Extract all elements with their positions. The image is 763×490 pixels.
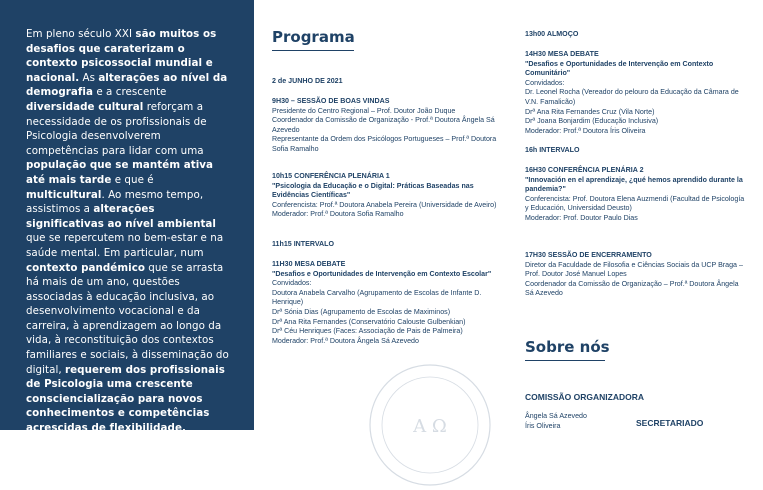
comissao-name: Íris Oliveira: [525, 421, 561, 430]
session-line: Moderador: Prof. Doutor Paulo Dias: [525, 213, 638, 222]
session-line: Convidados:: [272, 279, 312, 288]
intro-segment: que se arrasta há mais de um ano, questões associadas à educação inclusiva, ao desenvolvimento vocacional e da carreira, à aprendizagem ao longo da vida, à reconstituição dos contextos familiares e sociais, à disseminação do digital,: [26, 261, 229, 376]
intro-segment: multicultural: [26, 188, 102, 201]
university-seal-watermark: [365, 360, 495, 490]
session-heading: 17H30 SESSÃO DE ENCERRAMENTO: [525, 251, 652, 259]
session-line: Drª Joana Bonjardim (Educação Inclusiva): [525, 117, 659, 126]
program-session: [525, 146, 747, 156]
intro-segment: alterações ao nível da demografia: [26, 71, 228, 99]
intro-segment: requerem dos profissionais de Psicologia uma crescente consciencialização para novos conhecimentos e competências acrescidas de flexibilidade, resiliência e trabalho colaborativo: [26, 363, 227, 449]
session-heading: 11H30 MESA DEBATE: [272, 260, 346, 268]
program-session: [272, 172, 504, 220]
program-session: [272, 240, 504, 250]
session-line: Coordenador da Comissão de Organização - Prof.ª Doutora Ângela Sá Azevedo: [272, 116, 495, 134]
comissao-names: [525, 412, 587, 431]
session-line: Moderador: Prof.ª Doutora Ângela Sá Azevedo: [272, 336, 419, 345]
intro-segment: são muitos os desafios que caraterizam o contexto psicossocial mundial e nacional.: [26, 28, 217, 84]
session-heading: 13h00 ALMOÇO: [525, 30, 579, 38]
session-line: Doutora Anabela Carvalho (Agrupamento de Escolas de Infante D. Henrique): [272, 288, 482, 307]
session-heading: 9H30 – SESSÃO DE BOAS VINDAS: [272, 97, 390, 105]
session-line: Drª Sónia Dias (Agrupamento de Escolas de Maximinos): [272, 307, 451, 316]
session-heading: 11h15 INTERVALO: [272, 240, 335, 248]
program-date: [272, 77, 502, 87]
session-line: Drª Ana Rita Fernandes Cruz (Vila Norte): [525, 107, 655, 116]
session-line: Moderador: Prof.ª Doutora Sofia Ramalho: [272, 210, 404, 219]
program-session: [525, 50, 747, 136]
comissao-name: Ângela Sá Azevedo: [525, 412, 587, 420]
programa-rule: [272, 50, 354, 51]
session-line: Coordenador da Comissão de Organização – Prof.ª Doutora Ângela Sá Azevedo: [525, 279, 739, 298]
intro-segment: As: [79, 71, 99, 84]
intro-segment: e que é: [111, 173, 154, 186]
svg-text:A Ω: A Ω: [413, 416, 447, 437]
session-line: Representante da Ordem dos Psicólogos Portugueses – Prof.ª Doutora Sofia Ramalho: [272, 135, 497, 153]
program-session: [525, 251, 747, 299]
program-session: [525, 30, 747, 40]
intro-segment: que se repercutem no bem-estar e na saúde mental. Em particular, num: [26, 232, 224, 259]
program-session: [272, 97, 504, 155]
session-heading: 16H30 CONFERÊNCIA PLENÁRIA 2: [525, 166, 644, 174]
intro-text: [26, 27, 231, 479]
date-label: 2 de JUNHO DE 2021: [272, 77, 343, 85]
session-line: "Desafios e Oportunidades de Intervenção em Contexto Escolar": [272, 269, 492, 278]
session-line: Conferencista: Prof. Doutora Elena Auzmendi (Facultad de Psicología y Educación, Universidad Deusto): [525, 194, 745, 213]
programa-title: Programa: [272, 28, 355, 46]
secretariado-title: SECRETARIADO: [636, 418, 704, 428]
session-line: Drª Ana Rita Fernandes (Conservatório Calouste Gulbenkian): [272, 317, 466, 326]
intro-segment: Em pleno século XXI: [26, 28, 136, 40]
session-line: Diretor da Faculdade de Filosofia e Ciências Sociais da UCP Braga – Prof. Doutor José Manuel Lopes: [525, 260, 743, 279]
intro-segment: alterações significativas ao nível ambiental: [26, 203, 216, 230]
sobre-title: Sobre nós: [525, 338, 610, 356]
session-line: Moderador: Prof.ª Doutora Íris Oliveira: [525, 126, 646, 135]
session-line: "Desafios e Oportunidades de Intervenção em Contexto Comunitário": [525, 59, 714, 78]
sobre-rule: [525, 360, 605, 361]
session-line: "Innovación en el aprendizaje, ¿qué hemos aprendido durante la pandemia?": [525, 175, 743, 194]
session-heading: 10h15 CONFERÊNCIA PLENÁRIA 1: [272, 172, 390, 180]
intro-segment: população que se mantém ativa até mais tarde: [26, 159, 214, 186]
intro-segment: diversidade cultural: [26, 100, 144, 113]
program-session: [272, 260, 504, 346]
intro-segment: contexto pandémico: [26, 261, 145, 274]
session-line: Convidados:: [525, 78, 565, 87]
intro-segment: e a crescente: [93, 86, 167, 99]
session-heading: 16h INTERVALO: [525, 146, 580, 154]
intro-segment: . Alinhados com este macro cenário, o curso do Mestrado em Psicologia da: [26, 436, 231, 478]
comissao-title: COMISSÃO ORGANIZADORA: [525, 392, 644, 402]
intro-panel: [0, 0, 254, 478]
session-line: Dr. Leonel Rocha (Vereador do pelouro da Educação da Câmara de V.N. Famalicão): [525, 88, 739, 106]
session-line: "Psicologia da Educação e o Digital: Práticas Baseadas nas Evidências Científicas": [272, 181, 474, 200]
session-line: Presidente do Centro Regional – Prof. Doutor João Duque: [272, 106, 456, 115]
intro-segment: reforçam a necessidade de os profissionais de Psicologia desenvolverem competências para lidar com uma: [26, 100, 207, 157]
session-line: Drª Céu Henriques (Faces: Associação de Pais de Palmeira): [272, 327, 463, 336]
intro-segment: . Ao mesmo tempo, assistimos a: [26, 188, 204, 216]
session-heading: 14H30 MESA DEBATE: [525, 50, 599, 58]
session-line: Conferencista: Prof.ª Doutora Anabela Pereira (Universidade de Aveiro): [272, 200, 497, 209]
program-session: [525, 166, 747, 224]
